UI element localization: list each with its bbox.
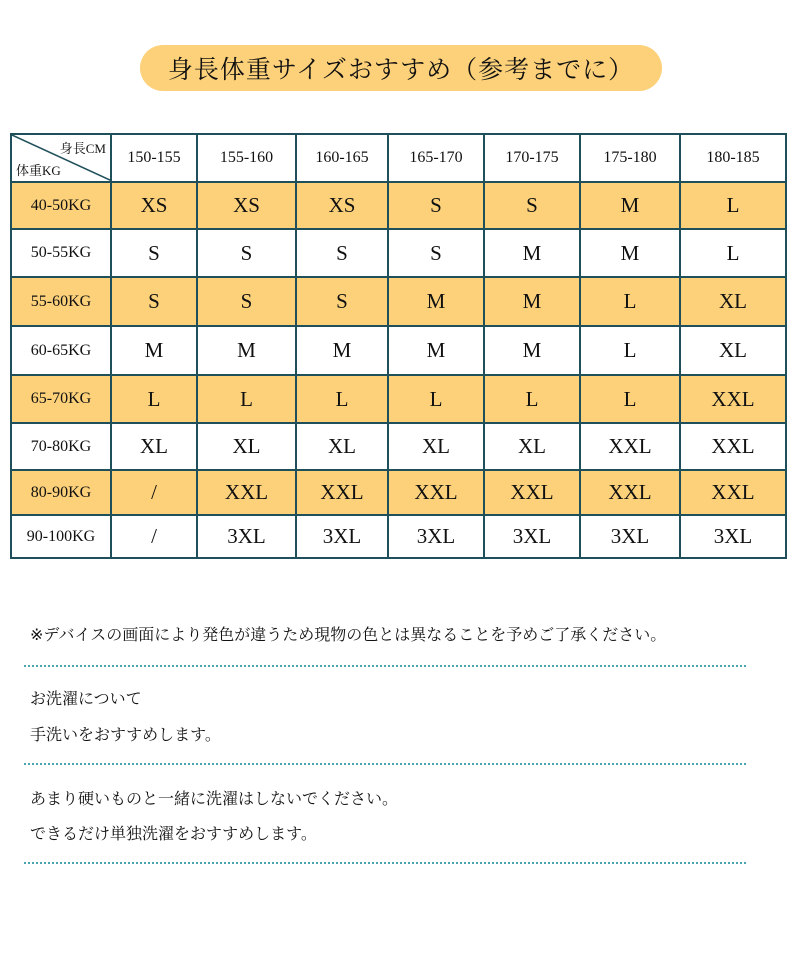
- size-cell: /: [111, 515, 197, 558]
- size-cell: XL: [680, 277, 786, 326]
- weight-range-cell: 40-50KG: [11, 182, 111, 229]
- washing-instruction: 手洗いをおすすめします。: [30, 725, 221, 744]
- size-cell: S: [111, 229, 197, 277]
- height-range-header: 180-185: [680, 134, 786, 182]
- size-cell: 3XL: [580, 515, 680, 558]
- height-range-header: 165-170: [388, 134, 484, 182]
- size-cell: L: [580, 326, 680, 375]
- size-cell: 3XL: [296, 515, 388, 558]
- size-cell: M: [388, 326, 484, 375]
- page-title: 身長体重サイズおすすめ（参考までに）: [140, 45, 662, 91]
- size-cell: XL: [111, 423, 197, 470]
- height-range-header: 170-175: [484, 134, 580, 182]
- corner-cell: [11, 134, 111, 182]
- size-cell: S: [197, 277, 296, 326]
- size-cell: L: [680, 229, 786, 277]
- size-cell: XS: [296, 182, 388, 229]
- dotted-divider: [24, 763, 746, 765]
- size-cell: 3XL: [388, 515, 484, 558]
- size-cell: XXL: [580, 423, 680, 470]
- size-cell: S: [296, 229, 388, 277]
- size-cell: L: [197, 375, 296, 423]
- weight-range-cell: 65-70KG: [11, 375, 111, 423]
- size-cell: XXL: [296, 470, 388, 515]
- size-cell: 3XL: [484, 515, 580, 558]
- size-cell: XL: [197, 423, 296, 470]
- size-cell: XS: [197, 182, 296, 229]
- washing-heading: お洗濯について: [30, 689, 142, 708]
- washing-instruction: あまり硬いものと一緒に洗濯はしないでください。: [30, 789, 399, 808]
- size-cell: 3XL: [680, 515, 786, 558]
- size-cell: XL: [388, 423, 484, 470]
- size-cell: L: [111, 375, 197, 423]
- table-row: [11, 515, 786, 558]
- size-cell: S: [111, 277, 197, 326]
- height-range-header: 175-180: [580, 134, 680, 182]
- size-cell: M: [484, 277, 580, 326]
- height-axis-label: 身長CM: [59, 141, 106, 156]
- weight-axis-label: 体重KG: [16, 163, 61, 178]
- table-row: [11, 277, 786, 326]
- size-cell: M: [111, 326, 197, 375]
- size-cell: XXL: [680, 375, 786, 423]
- washing-instruction: できるだけ単独洗濯をおすすめします。: [30, 824, 317, 843]
- size-cell: L: [680, 182, 786, 229]
- size-cell: L: [580, 277, 680, 326]
- weight-range-cell: 70-80KG: [11, 423, 111, 470]
- table-row: [11, 375, 786, 423]
- header-row: [11, 134, 786, 182]
- weight-range-cell: 50-55KG: [11, 229, 111, 277]
- size-cell: L: [388, 375, 484, 423]
- size-cell: /: [111, 470, 197, 515]
- weight-range-cell: 55-60KG: [11, 277, 111, 326]
- weight-range-cell: 80-90KG: [11, 470, 111, 515]
- weight-range-cell: 60-65KG: [11, 326, 111, 375]
- size-cell: L: [296, 375, 388, 423]
- size-cell: M: [484, 229, 580, 277]
- dotted-divider: [24, 862, 746, 864]
- size-cell: M: [484, 326, 580, 375]
- table-row: [11, 229, 786, 277]
- size-table-body: [11, 182, 786, 558]
- size-cell: M: [197, 326, 296, 375]
- size-cell: M: [388, 277, 484, 326]
- size-cell: XL: [680, 326, 786, 375]
- height-range-header: 155-160: [197, 134, 296, 182]
- size-cell: S: [484, 182, 580, 229]
- size-cell: S: [197, 229, 296, 277]
- size-cell: XXL: [484, 470, 580, 515]
- table-row: [11, 470, 786, 515]
- size-chart-table: [10, 133, 787, 559]
- size-cell: L: [580, 375, 680, 423]
- height-range-header: 150-155: [111, 134, 197, 182]
- size-cell: L: [484, 375, 580, 423]
- size-cell: XXL: [197, 470, 296, 515]
- size-cell: M: [580, 182, 680, 229]
- size-cell: 3XL: [197, 515, 296, 558]
- size-cell: M: [580, 229, 680, 277]
- size-cell: XL: [296, 423, 388, 470]
- table-row: [11, 326, 786, 375]
- size-cell: M: [296, 326, 388, 375]
- size-cell: S: [388, 182, 484, 229]
- size-cell: XXL: [580, 470, 680, 515]
- dotted-divider: [24, 665, 746, 667]
- weight-range-cell: 90-100KG: [11, 515, 111, 558]
- table-row: [11, 182, 786, 229]
- size-cell: XL: [484, 423, 580, 470]
- table-row: [11, 423, 786, 470]
- size-cell: S: [296, 277, 388, 326]
- size-cell: XXL: [680, 423, 786, 470]
- size-cell: XS: [111, 182, 197, 229]
- color-disclaimer: ※デバイスの画面により発色が違うため現物の色とは異なることを予めご了承ください。: [30, 625, 667, 644]
- size-cell: XXL: [388, 470, 484, 515]
- height-range-header: 160-165: [296, 134, 388, 182]
- size-cell: S: [388, 229, 484, 277]
- size-cell: XXL: [680, 470, 786, 515]
